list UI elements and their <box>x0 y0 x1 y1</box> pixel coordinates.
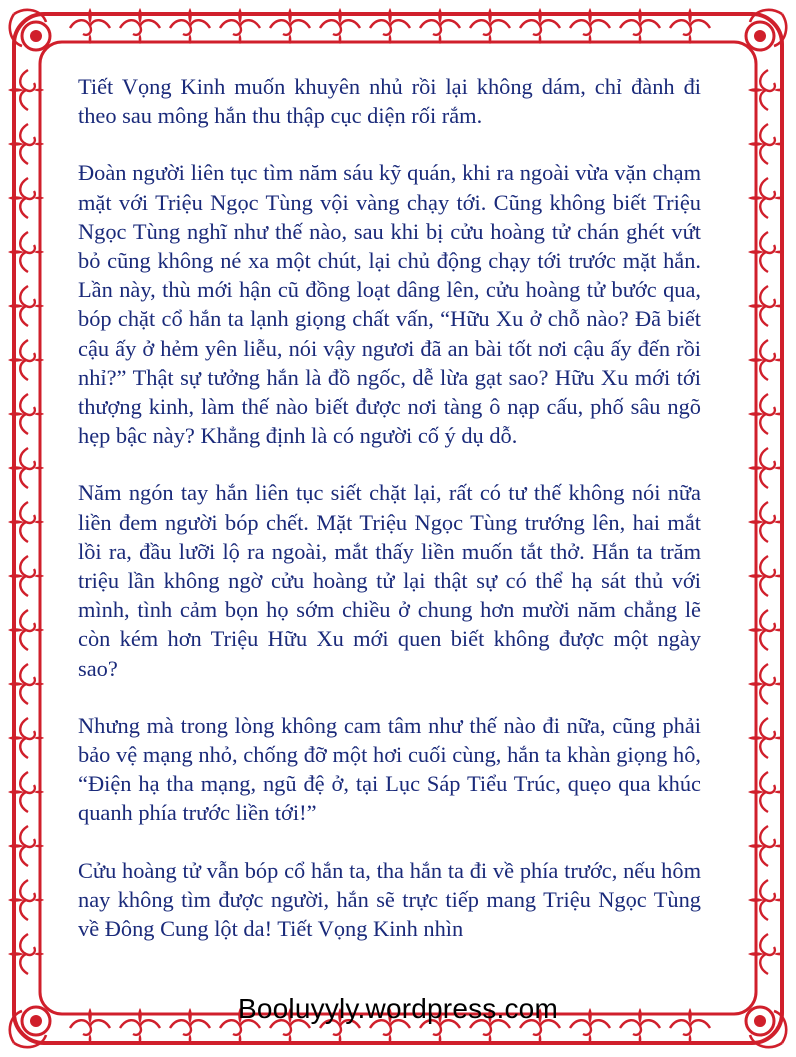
paragraph-1: Tiết Vọng Kinh muốn khuyên nhủ rồi lại không dám, chỉ đành đi theo sau mông hắn thu thập cục diện rối rắm. <box>78 74 701 129</box>
watermark-url: Booluyyly.wordpress.com <box>238 993 558 1024</box>
paragraph-3: Năm ngón tay hắn liên tục siết chặt lại, rất có tư thế không nói nữa liền đem người bóp chết. Mặt Triệu Ngọc Tùng trướng lên, hai mắt lồi ra, đầu lưỡi lộ ra ngoài, mắt thấy liền muốn tắt thở. Hắn ta trăm triệu lần không ngờ cửu hoàng tử lại thật sự có thể hạ sát thủ với mình, tình cảm bọn họ sớm chiều ở chung hơn mười năm chẳng lẽ còn kém hơn Triệu Hữu Xu mới quen biết không được một ngày sao? <box>78 480 701 681</box>
paragraph-4: Nhưng mà trong lòng không cam tâm như thế nào đi nữa, cũng phải bảo vệ mạng nhỏ, chống đỡ một hơi cuối cùng, hắn ta khàn giọng hô, “Điện hạ tha mạng, ngũ đệ ở, tại Lục Sáp Tiểu Trúc, quẹo qua khúc quanh phía trước liền tới!” <box>78 712 701 826</box>
story-text <box>78 72 701 943</box>
paragraph-2: Đoàn người liên tục tìm năm sáu kỹ quán, khi ra ngoài vừa vặn chạm mặt với Triệu Ngọc Tùng vội vàng chạy tới. Cũng không biết Triệu Ngọc Tùng nghĩ như thế nào, sau khi bị cửu hoàng tử chán ghét vứt bỏ cũng không né xa một chút, lại chủ động chạy tới trước mặt hắn. Lần này, thù mới hận cũ đồng loạt dâng lên, cửu hoàng tử bước qua, bóp chặt cổ hắn ta lạnh giọng chất vấn, “Hữu Xu ở chỗ nào? Đã biết cậu ấy ở hẻm yên liễu, nói vậy ngươi đã an bài tốt nơi cậu ấy đến rồi nhỉ?” Thật sự tưởng hắn là đồ ngốc, dễ lừa gạt sao? Hữu Xu mới tới thượng kinh, làm thế nào biết được nơi tàng ô nạp cấu, phố sâu ngõ hẹp bậc này? Khẳng định là có người cố ý dụ dỗ. <box>78 160 701 449</box>
paragraph-5: Cửu hoàng tử vẫn bóp cổ hắn ta, tha hắn ta đi về phía trước, nếu hôm nay không tìm được người, hắn sẽ trực tiếp mang Triệu Ngọc Tùng về Đông Cung lột da! Tiết Vọng Kinh nhìn <box>78 857 701 942</box>
